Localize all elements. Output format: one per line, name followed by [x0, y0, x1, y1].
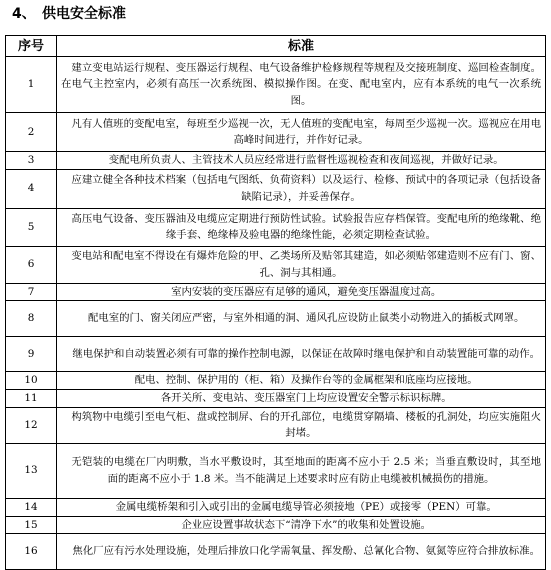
row-number: 2 — [6, 113, 57, 152]
row-standard-text: 高压电气设备、变压器油及电缆应定期进行预防性试验。试验报告应存档保管。变配电所的绝缘靴、绝缘手套、绝缘棒及验电器的绝缘性能，必须定期检查试验。 — [57, 208, 546, 246]
table-row — [6, 498, 546, 516]
table-row — [6, 390, 546, 408]
standards-table — [5, 35, 546, 570]
table-row — [6, 208, 546, 246]
row-standard-text: 无铠装的电缆在厂内明敷，当水平敷设时，其至地面的距离不应小于 2.5 米；当垂直敷设时，其至地面的距离不应小于 1.8 米。当不能满足上述要求时应有防止电缆被机械损伤的措施。 — [57, 443, 546, 498]
section-number: 4、 — [12, 6, 36, 22]
row-number: 11 — [6, 390, 57, 408]
row-standard-text: 室内安装的变压器应有足够的通风，避免变压器温度过高。 — [57, 283, 546, 301]
row-standard-text: 建立变电站运行规程、变压器运行规程、电气设备维护检修规程等规程及交接班制度、巡回检查制度。在电气主控室内，必须有高压一次系统图、模拟操作图。在变、配电室内，应有本系统的电气一次系统图。 — [57, 57, 546, 113]
row-standard-text: 焦化厂应有污水处理设施，处理后排放口化学需氧量、挥发酚、总氰化合物、氨氮等应符合排放标准。 — [57, 534, 546, 570]
table-row — [6, 407, 546, 443]
row-number: 9 — [6, 337, 57, 372]
row-number: 5 — [6, 208, 57, 246]
table-row — [6, 113, 546, 152]
table-row — [6, 516, 546, 534]
row-standard-text: 变配电所负责人、主管技术人员应经常进行监督性巡视检查和夜间巡视，并做好记录。 — [57, 152, 546, 170]
row-number: 1 — [6, 57, 57, 113]
table-row — [6, 443, 546, 498]
table-row — [6, 283, 546, 301]
section-title: 供电安全标准 — [42, 6, 126, 22]
row-standard-text: 配电、控制、保护用的（柜、箱）及操作台等的金属框架和底座均应接地。 — [57, 372, 546, 390]
row-number: 6 — [6, 246, 57, 283]
row-standard-text: 继电保护和自动装置必须有可靠的操作控制电源，以保证在故障时继电保护和自动装置能可靠的动作。 — [57, 337, 546, 372]
row-standard-text: 应建立健全各种技术档案（包括电气图纸、负荷资料）以及运行、检修、预试中的各项记录（包括设备缺陷记录），并妥善保存。 — [57, 169, 546, 208]
row-number: 3 — [6, 152, 57, 170]
table-row — [6, 57, 546, 113]
row-number: 12 — [6, 407, 57, 443]
row-number: 15 — [6, 516, 57, 534]
table-row — [6, 337, 546, 372]
table-row — [6, 152, 546, 170]
table-row — [6, 534, 546, 570]
table-row — [6, 301, 546, 337]
row-number: 14 — [6, 498, 57, 516]
row-standard-text: 变电站和配电室不得设在有爆炸危险的甲、乙类场所及贴邻其建造，如必须贴邻建造则不应有门、窗、孔、洞与其相通。 — [57, 246, 546, 283]
row-standard-text: 企业应设置事故状态下“清净下水”的收集和处置设施。 — [57, 516, 546, 534]
table-row — [6, 169, 546, 208]
column-header-standard: 标准 — [57, 36, 546, 57]
row-number: 7 — [6, 283, 57, 301]
row-number: 10 — [6, 372, 57, 390]
section-heading — [12, 2, 126, 26]
table-header-row — [6, 36, 546, 57]
row-standard-text: 构筑物中电缆引至电气柜、盘或控制屏、台的开孔部位，电缆贯穿隔墙、楼板的孔洞处，均应实施阻火封堵。 — [57, 407, 546, 443]
row-number: 13 — [6, 443, 57, 498]
table-row — [6, 246, 546, 283]
row-standard-text: 凡有人值班的变配电室，每班至少巡视一次，无人值班的变配电室，每周至少巡视一次。巡视应在用电高峰时间进行，并作好记录。 — [57, 113, 546, 152]
column-header-number: 序号 — [6, 36, 57, 57]
row-standard-text: 配电室的门、窗关闭应严密，与室外相通的洞、通风孔应设防止鼠类小动物进入的插板式网罩。 — [57, 301, 546, 337]
row-number: 8 — [6, 301, 57, 337]
row-number: 4 — [6, 169, 57, 208]
table-row — [6, 372, 546, 390]
row-standard-text: 各开关所、变电站、变压器室门上均应设置安全警示标识标牌。 — [57, 390, 546, 408]
row-number: 16 — [6, 534, 57, 570]
row-standard-text: 金属电缆桥架和引入或引出的金属电缆导管必须接地（PE）或接零（PEN）可靠。 — [57, 498, 546, 516]
